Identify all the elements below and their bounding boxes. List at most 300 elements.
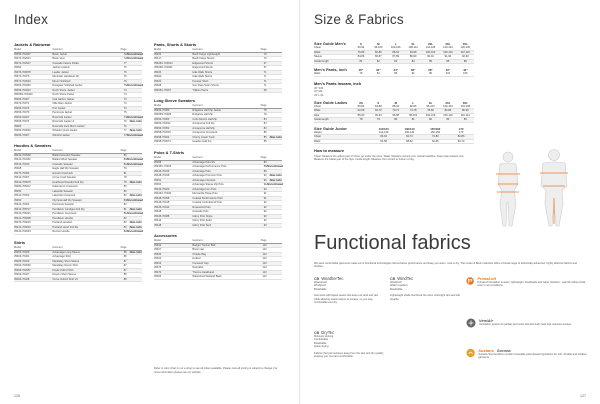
- page-cell: 91: [263, 183, 267, 187]
- page-cell: 83: [123, 225, 127, 229]
- page-cell: 113: [262, 261, 267, 265]
- garment-cell: Heathered Hooded Full Zip: [52, 180, 84, 184]
- page-cell: 84: [263, 117, 267, 121]
- garment-cell: Advantage Performance Polo: [192, 165, 227, 169]
- windtec-name: WindTec: [397, 276, 414, 281]
- model-cell: 35474-70075: [14, 75, 30, 79]
- size-row-label: Waist: [314, 72, 321, 75]
- size-cell: 80: [394, 118, 398, 122]
- male-figure-illustration: [532, 148, 576, 228]
- header-model: Model: [154, 156, 162, 160]
- status-cell: New color: [129, 194, 142, 198]
- size-col-header: XS: [359, 100, 363, 105]
- page-cell: 72: [123, 57, 127, 61]
- size-cell: 79: [376, 118, 380, 122]
- model-cell: 35480: [14, 124, 22, 128]
- status-cell: [127, 93, 142, 97]
- page-cell: 93: [263, 219, 267, 223]
- size-cell: 62-66: [431, 139, 439, 143]
- page-cell: 87: [123, 259, 127, 263]
- size-cell: 102-106: [425, 113, 436, 117]
- size-table-title: Size Guide Ladies: [314, 99, 348, 105]
- model-cell: 35474-700010: [14, 79, 31, 83]
- garment-cell: Edgewood Shorts: [192, 61, 213, 65]
- drytec-block: [314, 330, 460, 358]
- page-cell: 84: [263, 126, 267, 130]
- page-cell: 73: [123, 106, 127, 110]
- size-cell: 126-130: [460, 46, 471, 49]
- female-figure-illustration: [488, 150, 528, 228]
- garment-cell: Port Jacket: [52, 106, 66, 110]
- garment-cell: Annapurna Crewneck: [192, 131, 218, 135]
- garment-cell: Advantage Shirt: [52, 255, 71, 259]
- status-cell: [267, 197, 282, 201]
- status-cell: New color: [129, 120, 142, 124]
- garment-cell: Hike Walk Shorts: [192, 70, 213, 74]
- drytec-feature-2: Comfortable: [314, 338, 329, 342]
- model-cell: 35456-70063: [154, 117, 170, 121]
- page-cell: 113: [262, 275, 267, 279]
- page-cell: 78: [263, 113, 267, 117]
- size-col-header: 32": [376, 68, 381, 72]
- model-cell: 35424-70062: [14, 203, 30, 207]
- size-col-header: S: [360, 42, 362, 46]
- garment-cell: Charlie Bag: [192, 252, 206, 256]
- status-cell: [127, 98, 142, 102]
- windtec-feature-1: Windproof: [390, 281, 402, 284]
- garment-cell: Kalamazoo Crewneck: [52, 185, 78, 189]
- page-cell: 83: [123, 221, 127, 225]
- inseam-line-1: 30" S/M: [314, 86, 324, 90]
- size-cell: 100-104: [425, 50, 436, 54]
- page-cell: 71: [263, 84, 267, 88]
- model-cell: 35414-708717: [14, 207, 31, 211]
- garment-cell: Konetar Short: [192, 79, 209, 83]
- garment-cell: Bison Hat: [192, 248, 204, 252]
- index-section-title: Shirts: [14, 239, 26, 245]
- garment-cell: Badger Trucker Belt: [192, 243, 216, 247]
- size-col-header: S: [377, 100, 380, 105]
- garment-cell: Peninsula Jacket: [52, 111, 72, 115]
- page-cell: 90: [263, 187, 267, 191]
- model-cell: 35408: [154, 84, 162, 88]
- model-cell: 35466-70028: [14, 277, 30, 281]
- garment-cell: Advantage Sleeve Zip Polo: [192, 183, 224, 187]
- weathertec-text: Garments with taped seams that keep out wind and rain while allowing sweat vapour to escape, so you stay comfortable and dry.: [314, 294, 379, 305]
- model-cell: 35454: [154, 183, 162, 187]
- status-cell: Discontinued: [126, 57, 144, 61]
- header-model: Model: [14, 149, 22, 153]
- sustans-logo-icon: [466, 348, 475, 358]
- size-row-label: Waist: [314, 50, 321, 54]
- status-cell: [267, 57, 282, 61]
- page-cell: 113: [262, 252, 267, 256]
- section-gap: [14, 282, 142, 287]
- size-col-header: M: [394, 100, 397, 105]
- size-cell: 84-86: [357, 55, 365, 58]
- weathertec-name: WeatherTec: [321, 276, 344, 281]
- model-cell: 35456-70074: [14, 120, 30, 124]
- model-cell: 35464-702060: [14, 264, 31, 268]
- model-cell: 35446-70444: [154, 205, 170, 209]
- index-section-title: Polos & T-Shirts: [154, 149, 185, 155]
- windtec-feature-3: Breathable: [390, 287, 403, 291]
- section-gap: [154, 280, 282, 285]
- size-cell: 81: [411, 118, 415, 122]
- header-garment: Garment: [192, 156, 203, 160]
- page-cell: 77: [123, 61, 127, 65]
- garment-cell: Edgewood Skorts: [192, 66, 213, 70]
- status-cell: [267, 275, 282, 279]
- status-cell: Discontinued: [126, 230, 144, 234]
- header-page: Page: [260, 156, 267, 160]
- model-cell: 35446-70020: [154, 187, 170, 191]
- page-cell: 74: [123, 88, 127, 92]
- size-cell: 82-86: [444, 109, 452, 113]
- size-col-header: 170: [458, 126, 464, 131]
- status-cell: Discontinued: [126, 212, 144, 216]
- page-cell: 71: [263, 70, 267, 74]
- size-col-header: 2XL: [427, 42, 434, 46]
- garment-cell: Ironwood Cap: [192, 261, 209, 265]
- model-cell: 35466-70020: [14, 259, 30, 263]
- garment-cell: Advantage Polo SS: [192, 160, 215, 164]
- size-cell: 86-90: [357, 113, 365, 117]
- model-cell: 35456-70483: [154, 108, 170, 112]
- size-col-header: 30": [358, 68, 364, 72]
- status-cell: [267, 75, 282, 79]
- index-column-left: [14, 42, 142, 287]
- page-cell: 85: [263, 135, 267, 139]
- garment-cell: Mandalay Short Sleeve: [52, 259, 80, 263]
- index-note: Refer to color chart in our e-shop to see all colors available. Please note all pricing is subject to change. For more information please see our website.: [154, 367, 278, 374]
- status-cell: [267, 62, 282, 66]
- header-status: [127, 246, 142, 250]
- inseam-title: Men's Pants Inseam, inch: [314, 80, 362, 86]
- model-cell: 35406C-700414: [154, 61, 173, 65]
- model-cell: 35470: [154, 270, 162, 274]
- status-cell: [127, 75, 142, 79]
- model-cell: 35402: [154, 79, 162, 83]
- size-row-label: Waist: [314, 139, 321, 143]
- page-cell: 78: [263, 108, 267, 112]
- cb-logo-icon: CB: [314, 276, 320, 281]
- ladies-size-table: [314, 101, 474, 123]
- cb-logo-icon: CB: [314, 330, 320, 335]
- model-cell: 35413-70003: [14, 194, 30, 198]
- size-cell: 60-64: [380, 135, 387, 139]
- status-cell: [267, 131, 282, 135]
- page-cell: 76: [123, 70, 127, 74]
- page-cell: 84: [263, 122, 267, 126]
- index-column-right: [154, 42, 282, 285]
- size-cell: 82-86: [375, 50, 382, 54]
- status-cell: [267, 248, 282, 252]
- page-number-left: 126: [14, 394, 20, 398]
- size-cell: 130-140: [404, 130, 415, 134]
- size-cell: 98-102: [409, 113, 418, 117]
- garment-cell: North Shore Jacket: [52, 88, 75, 92]
- model-cell: 35448: [154, 210, 162, 214]
- model-cell: 35475: [154, 266, 162, 270]
- garment-cell: Grove Oxford Shirt LS: [52, 277, 78, 281]
- model-cell: 35445-70448: [154, 201, 170, 205]
- size-title: Size & Fabrics: [314, 12, 404, 27]
- size-guide-section: [314, 42, 474, 161]
- page-cell: 89: [263, 165, 267, 169]
- size-cell: 62-66: [357, 109, 365, 113]
- model-cell: 35456-70079: [14, 111, 30, 115]
- page-cell: 78: [123, 176, 127, 180]
- size-cell: 58-62: [406, 139, 413, 143]
- size-cell: 101: [445, 72, 451, 75]
- size-cell: 106-110: [443, 113, 453, 117]
- garment-cell: Whistler Quick Jacket: [52, 129, 78, 133]
- garment-cell: Lakeside Sweater: [52, 189, 74, 193]
- model-cell: 35452: [14, 66, 22, 70]
- status-cell: Discontinued: [126, 115, 144, 119]
- size-col-header: L: [394, 42, 397, 46]
- size-cell: 76-80: [357, 50, 365, 54]
- page-cell: 68: [263, 88, 267, 92]
- size-cell: 85: [429, 59, 432, 63]
- drytec-name: DryTec: [321, 330, 335, 335]
- cb-logo-icon: CB: [390, 276, 396, 281]
- size-cell: 150-160: [430, 130, 441, 134]
- garment-cell: Coastal Cottonblend Polo: [192, 201, 222, 205]
- size-col-header: L: [412, 100, 414, 105]
- status-cell: [127, 125, 142, 129]
- garment-cell: Cascade Polo: [192, 210, 209, 214]
- page-cell: 82: [123, 194, 127, 198]
- index-table-body: [154, 244, 282, 280]
- size-col-header: 42": [463, 68, 468, 72]
- size-cell: 74-80: [431, 135, 439, 139]
- index-section-title: Pants, Shorts & Skorts: [154, 42, 197, 47]
- garment-cell: Mandalay Denim Shirt: [52, 264, 78, 268]
- page-cell: 73: [123, 102, 127, 106]
- drytec-feature-1: Moisture wicking: [314, 335, 334, 338]
- header-garment: Garment: [52, 149, 63, 153]
- size-cell: 78: [359, 118, 363, 122]
- garment-cell: Riverside Jacket Jr.: [52, 120, 75, 124]
- page-cell: 93: [263, 214, 267, 218]
- model-cell: 35404: [154, 52, 162, 56]
- garment-cell: Annapurna Half Zip: [192, 126, 215, 130]
- index-table-body: [14, 154, 142, 235]
- status-cell: [127, 167, 142, 171]
- garment-cell: Rosewood Polo: [192, 205, 211, 209]
- size-cell: 82: [376, 59, 380, 63]
- garment-cell: Riverside Jacket: [52, 115, 72, 119]
- header-model: Model: [154, 48, 162, 52]
- status-cell: [127, 107, 142, 111]
- model-cell: 35400: [154, 70, 162, 74]
- garment-cell: Cherry Creek Tunic: [192, 135, 215, 139]
- index-section-title: Long Sleeve Sweaters: [154, 98, 196, 104]
- garment-cell: Coastal Performance Polo: [192, 196, 223, 200]
- size-col-header: 36": [410, 68, 416, 72]
- size-cell: 82-86: [457, 135, 465, 139]
- garment-cell: Advantage Polo: [192, 169, 211, 173]
- weathertec-feature-1: Waterproof: [314, 281, 327, 284]
- page-cell: 73: [123, 97, 127, 101]
- model-cell: 35413-700010: [14, 225, 31, 229]
- page-cell: 113: [262, 270, 267, 274]
- status-cell: [267, 84, 282, 88]
- page-cell: 86: [123, 250, 127, 254]
- header-garment: Garment: [52, 246, 63, 250]
- model-cell: 35480-708417: [14, 185, 31, 189]
- page-cell: 81: [123, 171, 127, 175]
- sustans-text: Sustans Sorona fibres contain renewable plant-based ingredients for soft, durable and resilient garments.: [478, 353, 587, 360]
- size-cell: 54-58: [380, 139, 387, 143]
- model-cell: 35456-700011: [154, 122, 171, 126]
- status-cell: [127, 255, 142, 259]
- page-cell: 88: [123, 277, 127, 281]
- page-cell: 90: [263, 174, 267, 178]
- status-cell: [267, 266, 282, 270]
- garment-cell: Advantage Long Sleeve: [52, 250, 80, 254]
- size-col-header: 4XL: [462, 42, 468, 46]
- model-cell: 35456N-700440: [14, 93, 33, 97]
- fabrics-title: Functional fabrics: [314, 232, 471, 254]
- page-cell: 70: [263, 52, 267, 56]
- size-row-label: Chest: [314, 135, 321, 139]
- header-status: [267, 48, 282, 52]
- status-cell: [267, 66, 282, 70]
- model-cell: 35414-702623: [14, 230, 31, 234]
- status-cell: [267, 53, 282, 57]
- status-cell: Discontinued: [126, 52, 144, 56]
- model-cell: 35436C-70493: [154, 165, 172, 169]
- header-garment: Garment: [192, 239, 203, 243]
- status-cell: Discontinued: [126, 84, 144, 88]
- weathertec-feature-2: Windproof: [314, 284, 326, 288]
- page-cell: 80: [123, 153, 127, 157]
- model-cell: 35413-708421: [14, 212, 31, 216]
- size-cell: 81: [376, 72, 380, 75]
- status-cell: Discontinued: [266, 183, 284, 187]
- page-cell: 89: [263, 169, 267, 173]
- page-cell: 80: [123, 158, 127, 162]
- size-cell: 120-124: [443, 46, 453, 49]
- garment-cell: Grove Cowl Sweater: [52, 176, 77, 180]
- page-cell: 113: [262, 257, 267, 261]
- header-page: Page: [260, 104, 267, 108]
- size-col-header: 34": [393, 68, 398, 72]
- size-cell: 112-116: [460, 50, 470, 54]
- size-cell: 91: [411, 72, 415, 75]
- status-cell: [267, 127, 282, 131]
- size-cell: 76: [359, 72, 363, 75]
- header-page: Page: [260, 48, 267, 52]
- size-col-header: 38": [428, 68, 433, 72]
- page-cell: 90: [263, 178, 267, 182]
- status-cell: [267, 224, 282, 228]
- page-cell: 75: [123, 84, 127, 88]
- header-status: [267, 156, 282, 160]
- page-cell: 81: [123, 212, 127, 216]
- inseam-block: [314, 81, 474, 97]
- page-number-right: 127: [580, 394, 586, 398]
- garment-cell: Navigator Softshell Jacket: [52, 84, 83, 88]
- ventair-block: [466, 318, 590, 328]
- size-cell: 70-74: [392, 109, 400, 113]
- size-cell: 96-100: [374, 46, 383, 49]
- model-cell: 35414-702900: [14, 153, 31, 157]
- size-table-title: Size Guide Men's: [314, 41, 346, 46]
- size-cell: 108-112: [408, 46, 418, 49]
- page-cell: 78: [123, 180, 127, 184]
- status-cell: [267, 161, 282, 165]
- model-cell: 35446: [154, 219, 162, 223]
- model-cell: 35476-709015: [14, 221, 31, 225]
- size-col-header: XL: [428, 100, 433, 105]
- model-cell: 35482-700040: [14, 129, 31, 133]
- garment-cell: Thermo Headband: [192, 270, 215, 274]
- garment-cell: Cascade Sweater: [52, 162, 73, 166]
- garment-cell: Pendleton Hoodie: [52, 216, 74, 220]
- size-col-header: 3XL: [462, 100, 468, 105]
- size-cell: 90-94: [357, 46, 365, 49]
- status-cell: New color: [269, 135, 282, 139]
- model-cell: 35413-70040: [14, 162, 30, 166]
- size-col-header: 40": [445, 68, 451, 72]
- model-cell: 35474-70071: [14, 102, 30, 106]
- measure-text: Chest: Measure the widest part of chest, go under the arms. Waist: Measure around your natural waistline. Keep tape relaxed. Hip: Measure the fullest part of the hips. Inside length: Measure from crotch to bottom of leg.: [314, 154, 464, 161]
- size-col-header: M: [377, 42, 380, 46]
- page-cell: 76: [123, 124, 127, 128]
- garment-cell: Advantage Premium Polo: [192, 174, 222, 178]
- status-cell: New color: [269, 174, 282, 178]
- status-cell: [267, 170, 282, 174]
- status-cell: [127, 260, 142, 264]
- size-cell: 94-98: [409, 50, 417, 54]
- size-cell: 83: [394, 59, 398, 63]
- page-cell: 71: [263, 75, 267, 79]
- size-cell: 96: [429, 72, 432, 75]
- size-cell: 92-96: [409, 104, 417, 108]
- garment-cell: Hike Walk Skorts: [192, 75, 213, 79]
- header-garment: Garment: [192, 104, 203, 108]
- status-cell: [267, 89, 282, 93]
- page-cell: 81: [123, 207, 127, 211]
- header-page: Page: [120, 149, 127, 153]
- garment-cell: Mountain Hardwear Jkt: [52, 75, 80, 79]
- status-cell: [267, 262, 282, 266]
- index-section-title: Hoodies & Sweaters: [14, 143, 52, 149]
- garment-cell: Pendleton Crewneck: [52, 212, 77, 216]
- inseam-line-3: 34" L/XL: [314, 93, 324, 97]
- status-cell: [127, 273, 142, 277]
- garment-cell: Leader Jacket: [52, 70, 69, 74]
- model-cell: 35463: [154, 261, 162, 265]
- status-cell: [127, 264, 142, 268]
- status-cell: [127, 111, 142, 115]
- model-cell: 35458: [154, 160, 162, 164]
- page-cell: 86: [123, 255, 127, 259]
- page-cell: 113: [262, 266, 267, 270]
- status-cell: [267, 210, 282, 214]
- model-cell: 35476-700078: [14, 70, 31, 74]
- garment-cell: Watershed Wetland Back: [192, 275, 222, 279]
- status-cell: [267, 80, 282, 84]
- page-cell: 93: [263, 223, 267, 227]
- model-cell: 35456-70072: [14, 106, 30, 110]
- garment-cell: Gilroy Polo Solid: [192, 219, 212, 223]
- garment-cell: Banff Cargo Lightweight: [192, 52, 221, 56]
